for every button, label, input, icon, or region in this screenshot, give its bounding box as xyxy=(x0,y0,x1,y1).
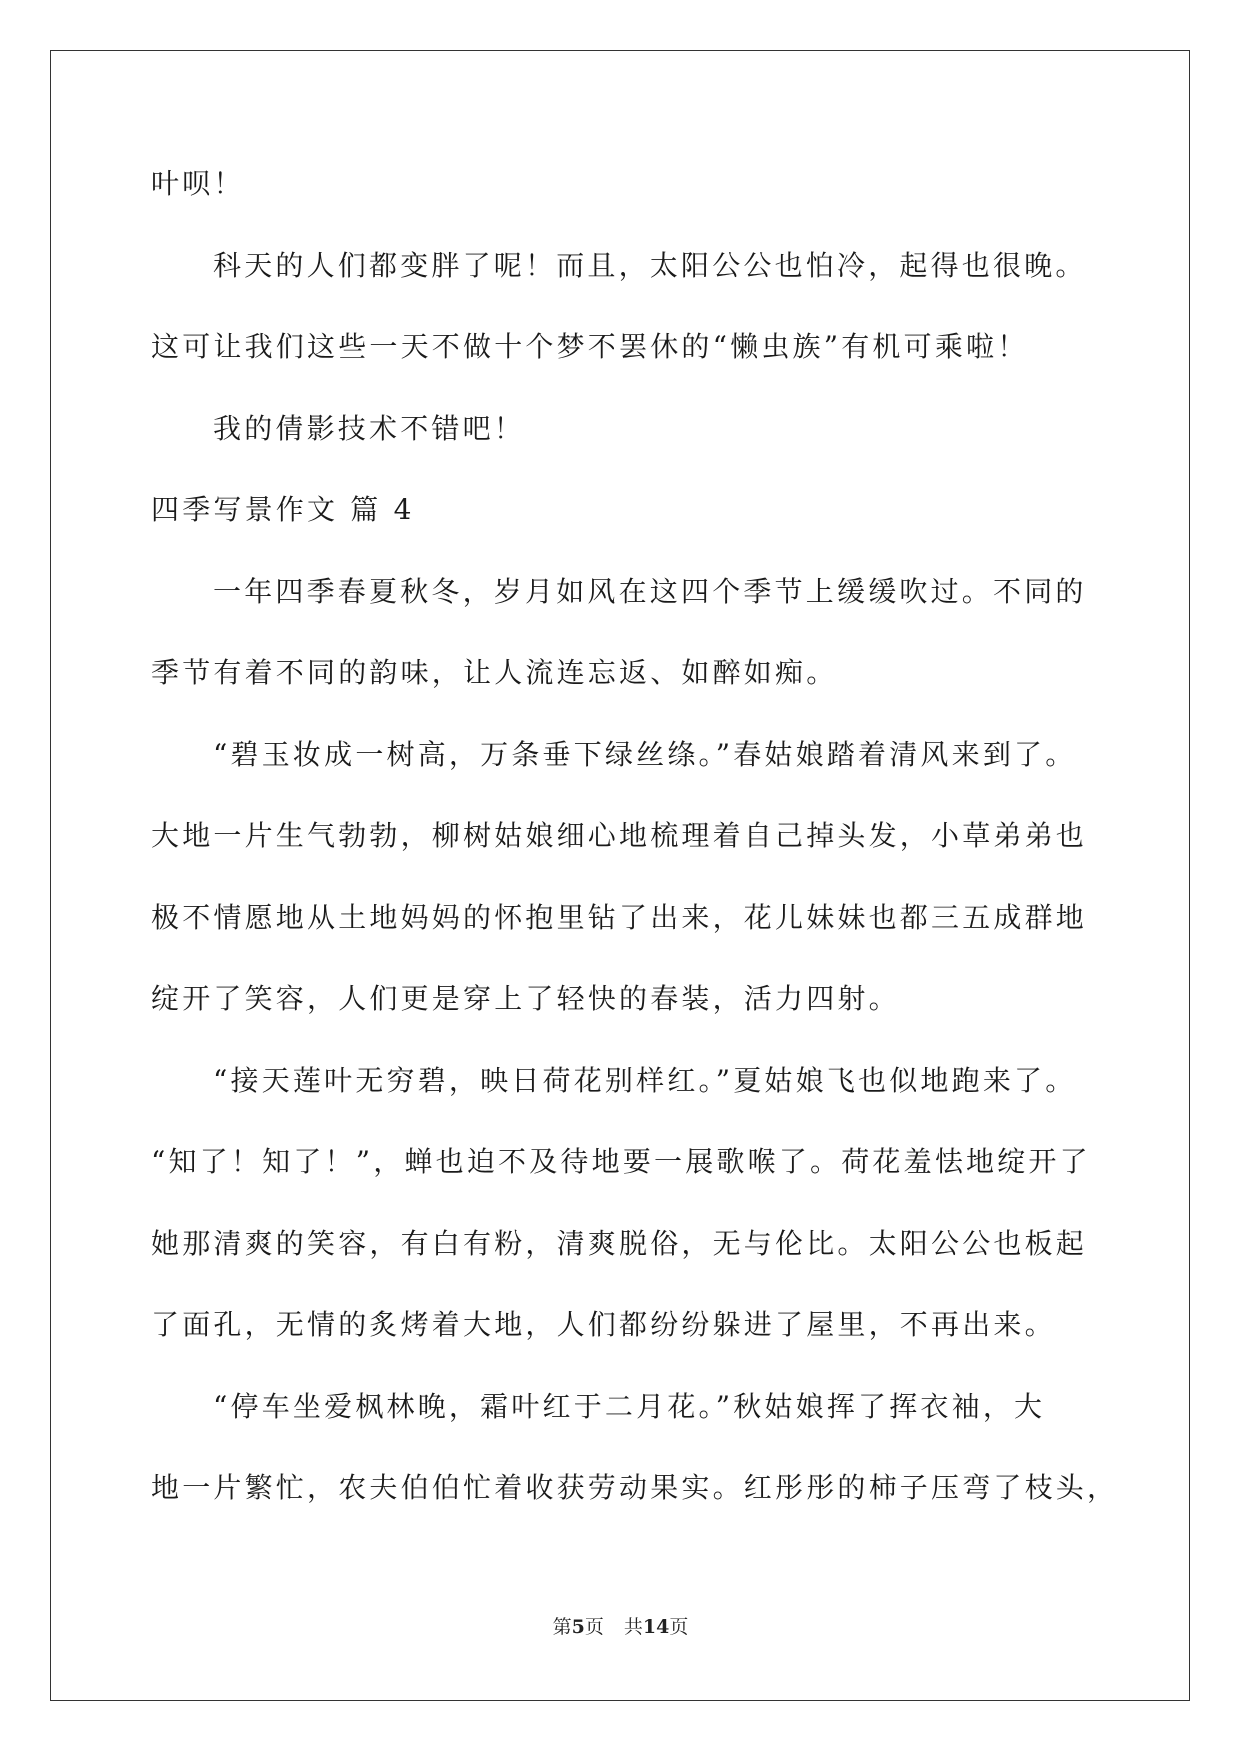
text-line: 叶呗！ xyxy=(151,167,245,200)
text-line: “停车坐爱枫林晚，霜叶红于二月花。”秋姑娘挥了挥衣袖，大 xyxy=(213,1389,1046,1423)
footer-total-prefix: 共 xyxy=(623,1616,643,1638)
page-footer xyxy=(0,1612,1241,1639)
text-line: “知了！知了！”，蝉也迫不及待地要一展歌喉了。荷花羞怯地绽开了 xyxy=(151,1145,1091,1178)
text-line: 这可让我们这些一天不做十个梦不罢休的“懒虫族”有机可乘啦！ xyxy=(151,330,1029,363)
text-line: 一年四季春夏秋冬，岁月如风在这四个季节上缓缓吹过。不同的 xyxy=(213,574,1087,608)
text-line: 季节有着不同的韵味，让人流连忘返、如醉如痴。 xyxy=(151,656,838,689)
text-line: 大地一片生气勃勃，柳树姑娘细心地梳理着自己掉头发，小草弟弟也 xyxy=(151,819,1088,852)
text-line: 她那清爽的笑容，有白有粉，清爽脱俗，无与伦比。太阳公公也板起 xyxy=(151,1226,1088,1260)
text-line: 绽开了笑容，人们更是穿上了轻快的春装，活力四射。 xyxy=(151,982,900,1015)
text-line: 了面孔，无情的炙烤着大地，人们都纷纷躲进了屋里，不再出来。 xyxy=(151,1308,1056,1341)
text-line: 我的倩影技术不错吧！ xyxy=(213,411,526,445)
footer-page-suffix: 页 xyxy=(584,1616,604,1638)
total-pages: 14 xyxy=(642,1616,670,1638)
text-line: “碧玉妆成一树高，万条垂下绿丝绦。”春姑娘踏着清风来到了。 xyxy=(213,737,1077,771)
document-body xyxy=(151,160,1119,1546)
text-line: 极不情愿地从土地妈妈的怀抱里钻了出来，花儿妹妹也都三五成群地 xyxy=(151,900,1088,934)
page-number: 5 xyxy=(571,1616,585,1638)
footer-total-suffix: 页 xyxy=(669,1616,689,1638)
section-heading: 四季写景作文 篇 4 xyxy=(151,493,415,526)
text-line: 地一片繁忙，农夫伯伯忙着收获劳动果实。红彤彤的柿子压弯了枝头， xyxy=(151,1471,1119,1504)
text-line: “接天莲叶无穷碧，映日荷花别样红。”夏姑娘飞也似地跑来了。 xyxy=(213,1063,1077,1097)
text-line: 科天的人们都变胖了呢！而且，太阳公公也怕冷，起得也很晚。 xyxy=(213,248,1087,282)
footer-prefix: 第 xyxy=(552,1616,572,1638)
